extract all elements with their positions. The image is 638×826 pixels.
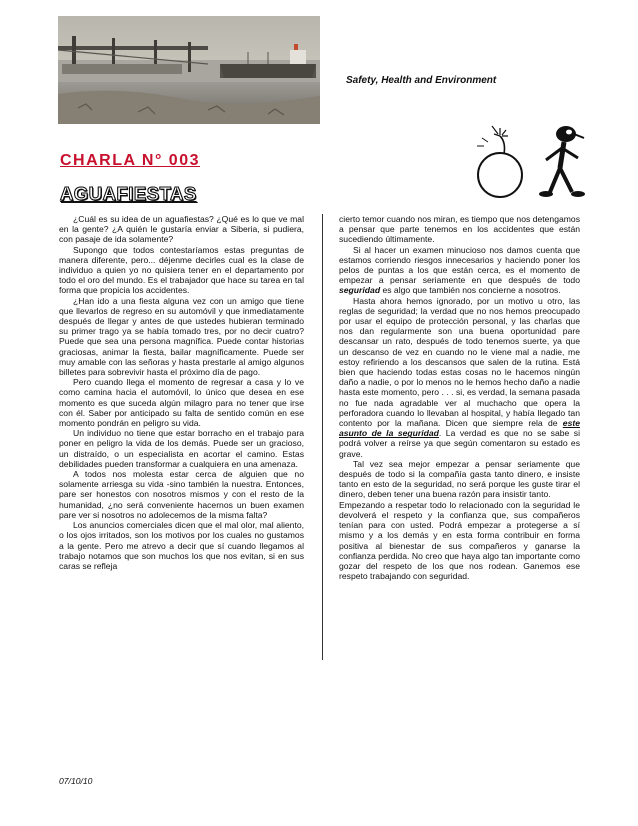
column-divider xyxy=(322,214,323,660)
paragraph: ¿Han ido a una fiesta alguna vez con un amigo que tiene que llevarlos de regreso en su automóvil y que inmediatamente después de llegar y antes de que ustedes hubieran terminado su primer trago ya se había tomado tres, por no decir cuatro? Puede que sea una persona magnífica. Puede contar historias graciosas, animar la fiesta, bailar magníficamente. Puede ser muy amable con las señoras y hasta prestarle al amigo algunos billetes para sobrevivir hasta el próximo día de pago. xyxy=(59,295,304,378)
right-column xyxy=(339,214,580,581)
emphasis-asunto: este asunto de la seguridad xyxy=(339,418,580,439)
industrial-port-photo xyxy=(58,16,320,124)
paragraph: Tal vez sea mejor empezar a pensar seriamente que después de todo si la compañía gasta tanto dinero, e insiste tanto en esto de la seguridad, no será porque les guste tirar el dinero, deben tener una buena razón para insistir tanto. xyxy=(339,458,580,500)
paragraph-text: . La verdad es que no se sabe si podrá volver a reírse ya que según comentaron su estado es grave. xyxy=(339,428,580,459)
paragraph-text: Si al hacer un examen minucioso nos damos cuenta que estamos corriendo riesgos innecesarios y haciendo poner los pelos de puntas a los que están cerca, es el momento de empezar a pensar seriamente en que después de todo xyxy=(339,244,580,286)
paragraph-text: Hasta ahora hemos ignorado, por un motivo u otro, las reglas de seguridad; la verdad que no nos hemos preocupado por usar el equipo de protección personal, y las charlas que nos dan regularmente son una buena oportunidad pare descansar un rato, después de todo tenemos suerte, ya que un descanso de vez en cuando no le viene mal a nadie, me estoy refiriendo a los descansos que salen de la rutina. Está bien que haciendo todas estas cosas no le hacemos ningún daño a nadie, o por lo menos no le hemos hecho daño a nadie hasta este momento, pero . . . si, es verdad, la semana pasada no fue nada agradable ver al muchacho que opera la perforadora cuando lo llevaban al hospital, y había llegado tan contento por la mañana. Dicen que siempre rela de xyxy=(339,295,580,429)
paragraph xyxy=(339,245,580,296)
paragraph: Empezando a respetar todo lo relacionado con la seguridad le devolverá el respeto y la confianza que, sus compañeros tenían para con usted. Podrá empezar a protegerse a sí mismo y a los demás y en esta forma contribuir en forma positiva al bienestar de sus compañeros y ganarse la confianza perdida. No creo que haya algo tan importante como gozar del respeto de los que nos rodean. Ganemos ese respeto trabajando con seguridad. xyxy=(339,499,580,582)
charla-number: CHARLA N° 003 xyxy=(60,152,200,169)
section-label: Safety, Health and Environment xyxy=(346,75,497,86)
left-column xyxy=(59,214,304,571)
paragraph: Supongo que todos contestaríamos estas preguntas de manera diferente, pero... déjenme decirles cual es la clase de individuo a quien yo no quisiera tener en el departamento por todo el oro del mundo. Es el trabajador que hace su tarea en tal forma que propicia los accidentes. xyxy=(59,244,304,296)
paragraph: Pero cuando llega el momento de regresar a casa y lo ve como camina hacia el automóvil, lo único que desea en ese momento es que suceda algún milagro para no tener que irse con él. Saber por anticipado su falta de sentido común en ese momento pondrán en peligro su vida. xyxy=(59,377,304,429)
emphasis-seguridad: seguridad xyxy=(339,285,381,296)
paragraph: cierto temor cuando nos miran, es tiempo que nos detengamos a pensar que parte tenemos en los accidentes que están sucediendo últimamente. xyxy=(339,214,580,245)
paragraph: A todos nos molesta estar cerca de alguien que no solamente arriesga su vida -sino también la nuestra. Entonces, pare ser honestos con nosotros mismos y con el resto de la humanidad, ¿no será conveniente hacernos un buen examen pare ver si nosotros no adolecemos de la misma falta? xyxy=(59,469,304,520)
paragraph-text: es algo que también nos concierne a nosotros. xyxy=(380,285,561,296)
footer-date: 07/10/10 xyxy=(59,776,93,786)
paragraph xyxy=(339,296,580,459)
page-title: AGUAFIESTAS xyxy=(60,183,197,204)
paragraph: Un individuo no tiene que estar borracho en el trabajo para poner en peligro la vida de los demás. Puede ser un gracioso, un distraído, o un especialista en acortar el camino. Estas debilidades pueden transformar a cualquiera en una amenaza. xyxy=(59,428,304,469)
paragraph: Los anuncios comerciales dicen que el mal olor, mal aliento, o los ojos irritados, son los motivos por los cuales no gustamos a la gente. Pero me atrevo a decir que sí cuando llegamos al trabajo notamos que son muchos los que nos evitan, si en sus caras se refleja xyxy=(59,520,304,571)
paragraph: ¿Cuál es su idea de un aguafiestas? ¿Qué es lo que ve mal en la gente? ¿A quién le gustaría enviar a Siberia, si pudiera, con pasaje de ida solamente? xyxy=(59,214,304,245)
bomb-and-stick-figure-cartoon xyxy=(474,120,600,200)
